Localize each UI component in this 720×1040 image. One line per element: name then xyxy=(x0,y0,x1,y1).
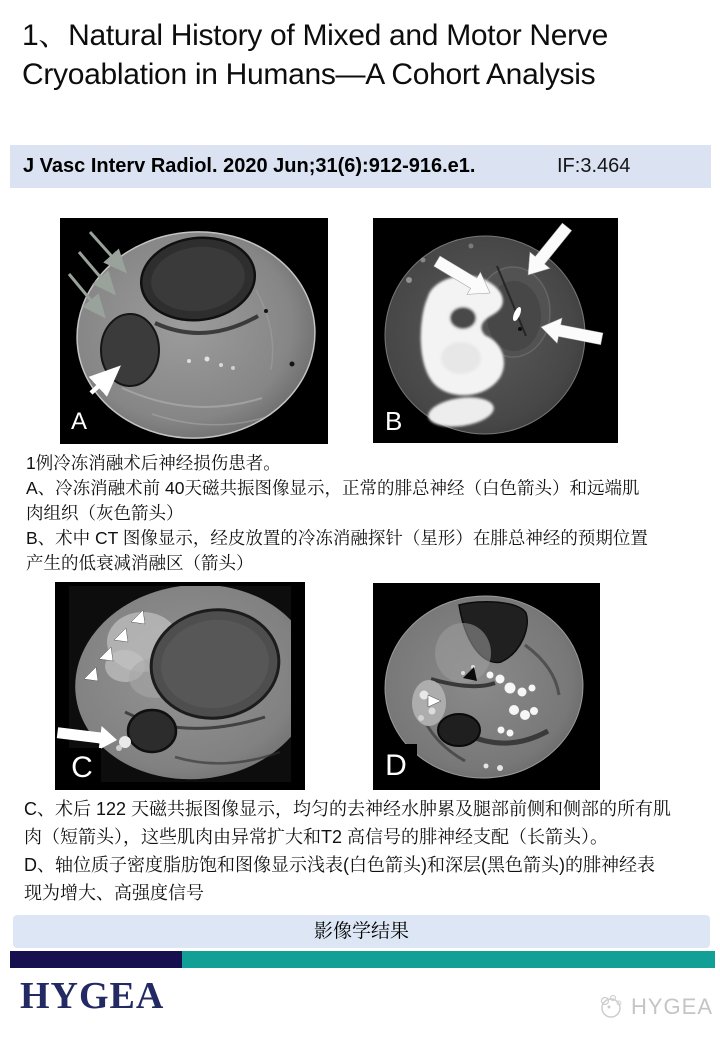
figure-b-ct xyxy=(373,218,618,443)
citation-reference: J Vasc Interv Radiol. 2020 Jun;31(6):912-916.e1. xyxy=(23,155,476,177)
caption-d-line-1: D、轴位质子密度脂肪饱和图像显示浅表(白色箭头)和深层(黑色箭头)的腓神经表 xyxy=(24,855,655,875)
figure-b-label: B xyxy=(385,406,403,436)
page-title-line-1: 1、Natural History of Mixed and Motor Nerve xyxy=(22,19,608,52)
caption-d-line-2: 现为增大、高强度信号 xyxy=(24,883,204,903)
footer-bar-navy xyxy=(10,951,182,968)
caption-c-line-2: 肉（短箭头），这些肌肉由异常扩大和T2 高信号的腓神经支配（长箭头）。 xyxy=(24,827,609,847)
hygea-watermark-label: HYGEA xyxy=(631,994,714,1019)
impact-factor: IF:3.464 xyxy=(557,155,631,177)
page-title xyxy=(22,16,712,94)
figure-d-mri xyxy=(373,583,600,790)
section-banner: 影像学结果 xyxy=(13,915,710,948)
figure-c-mri xyxy=(55,582,305,790)
figure-d-label: D xyxy=(375,744,417,788)
footer-bar-teal xyxy=(182,951,715,968)
mri-image-a xyxy=(60,218,328,444)
hygea-logo: HYGEA xyxy=(20,975,165,1017)
citation-banner xyxy=(10,145,711,188)
page-title-line-2: Cryoablation in Humans—A Cohort Analysis xyxy=(22,58,596,91)
caption-a-line-2: 肉组织（灰色箭头） xyxy=(26,503,184,523)
caption-c-line-1: C、术后 122 天磁共振图像显示，均匀的去神经水肿累及腿部前侧和侧部的所有肌 xyxy=(24,799,672,819)
caption-block-cd xyxy=(24,795,671,907)
hygea-watermark xyxy=(596,992,713,1022)
hygea-watermark-icon xyxy=(596,992,626,1022)
ct-image-b xyxy=(373,218,618,443)
caption-b-line-2: 产生的低衰减消融区（箭头） xyxy=(26,553,254,573)
figure-c-label: C xyxy=(63,748,101,788)
caption-a-line-1: A、冷冻消融术前 40天磁共振图像显示，正常的腓总神经（白色箭头）和远端肌 xyxy=(26,478,640,498)
figure-a-label: A xyxy=(60,404,98,440)
caption-b-line-1: B、术中 CT 图像显示，经皮放置的冷冻消融探针（星形）在腓总神经的预期位置 xyxy=(26,528,648,548)
leg-cross-section-c xyxy=(66,582,305,790)
figure-a-mri xyxy=(60,218,328,444)
caption-block-ab xyxy=(26,451,648,576)
caption-intro: 1例冷冻消融术后神经损伤患者。 xyxy=(26,453,281,473)
